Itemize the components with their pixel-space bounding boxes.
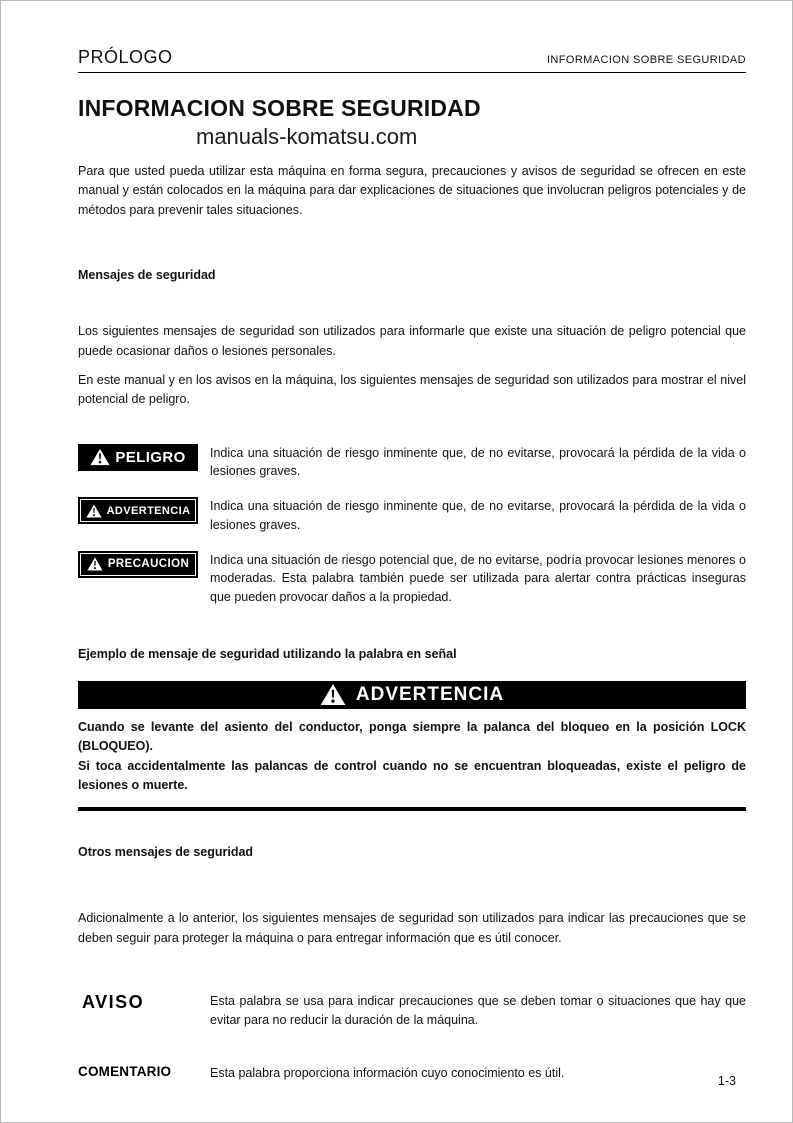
notice-row: [78, 992, 746, 1030]
header-chapter-title: INFORMACION SOBRE SEGURIDAD: [546, 54, 746, 66]
example-line-1: Cuando se levante del asiento del conductor, ponga siempre la palanca del bloqueo en la posición LOCK (BLOQUEO).: [78, 719, 746, 754]
heading-example: Ejemplo de mensaje de seguridad utilizando la palabra en señal: [78, 646, 457, 661]
warning-banner-text: ADVERTENCIA: [355, 683, 505, 705]
danger-label: [78, 444, 198, 471]
caution-label-text: PRECAUCION: [107, 558, 190, 571]
page-title: INFORMACION SOBRE SEGURIDAD: [78, 95, 481, 121]
safety-paragraph-2: En este manual y en los avisos en la máquina, los siguientes mensajes de seguridad son utilizados para mostrar el nivel potencial de peligro.: [78, 372, 746, 407]
comment-row: [78, 1064, 746, 1083]
example-line-2: Si toca accidentalmente las palancas de control cuando no se encuentran bloqueadas, existe el peligro de lesiones o muerte.: [78, 758, 746, 792]
page-number: 1-3: [717, 1074, 736, 1088]
comment-description: Esta palabra proporciona información cuyo conocimiento es útil.: [210, 1065, 565, 1080]
intro-paragraph: Para que usted pueda utilizar esta máquina en forma segura, precauciones y avisos de seguridad se ofrecen en este manual y están colocados en la máquina para dar explicaciones de situaciones que involucran peligros potenciales y de métodos para prevenir tales situaciones.: [78, 164, 746, 217]
page-header: [78, 47, 746, 73]
warning-label-text: ADVERTENCIA: [106, 504, 191, 517]
warning-banner: [78, 681, 746, 709]
notice-description: Esta palabra se usa para indicar precauciones que se deben tomar o situaciones que hay que evitar para no reducir la duración de la máquina.: [210, 994, 746, 1027]
hazard-row-danger: [78, 444, 746, 482]
safety-paragraph-1: Los siguientes mensajes de seguridad son utilizados para informarle que existe una situación de peligro potencial que puede ocasionar daños o lesiones personales.: [78, 324, 746, 358]
warning-triangle-icon: [320, 683, 346, 706]
hazard-row-warning: [78, 497, 746, 535]
other-messages-paragraph: Adicionalmente a lo anterior, los siguientes mensajes de seguridad son utilizados para indicar las precauciones que se deben seguir para proteger la máquina o para entregar información que es útil conocer.: [78, 911, 746, 945]
notice-label: AVISO: [82, 992, 145, 1013]
watermark-text: manuals-komatsu.com: [196, 124, 418, 149]
warning-label: [78, 497, 198, 524]
header-section-title: PRÓLOGO: [78, 47, 173, 67]
heading-other-messages: Otros mensajes de seguridad: [78, 845, 254, 860]
heading-safety-messages: Mensajes de seguridad: [78, 268, 216, 283]
warning-description: Indica una situación de riesgo inminente que, de no evitarse, provocará la pérdida de la vida o lesiones graves.: [210, 499, 746, 532]
warning-triangle-icon: [87, 557, 103, 571]
danger-description: Indica una situación de riesgo inminente que, de no evitarse, provocará la pérdida de la vida o lesiones graves.: [210, 445, 746, 479]
comment-label: COMENTARIO: [78, 1063, 172, 1079]
caution-label: [78, 551, 198, 578]
warning-triangle-icon: [86, 504, 102, 518]
caution-description: Indica una situación de riesgo potencial que, de no evitarse, podría provocar lesiones menores o moderadas. Esta palabra también puede ser utilizada para alertar contra prácticas inseguras que pueden provocar daños a la propiedad.: [210, 552, 746, 605]
divider-rule: [78, 807, 746, 811]
hazard-row-caution: [78, 551, 746, 607]
warning-triangle-icon: [90, 448, 110, 466]
danger-label-text: PELIGRO: [115, 448, 186, 466]
